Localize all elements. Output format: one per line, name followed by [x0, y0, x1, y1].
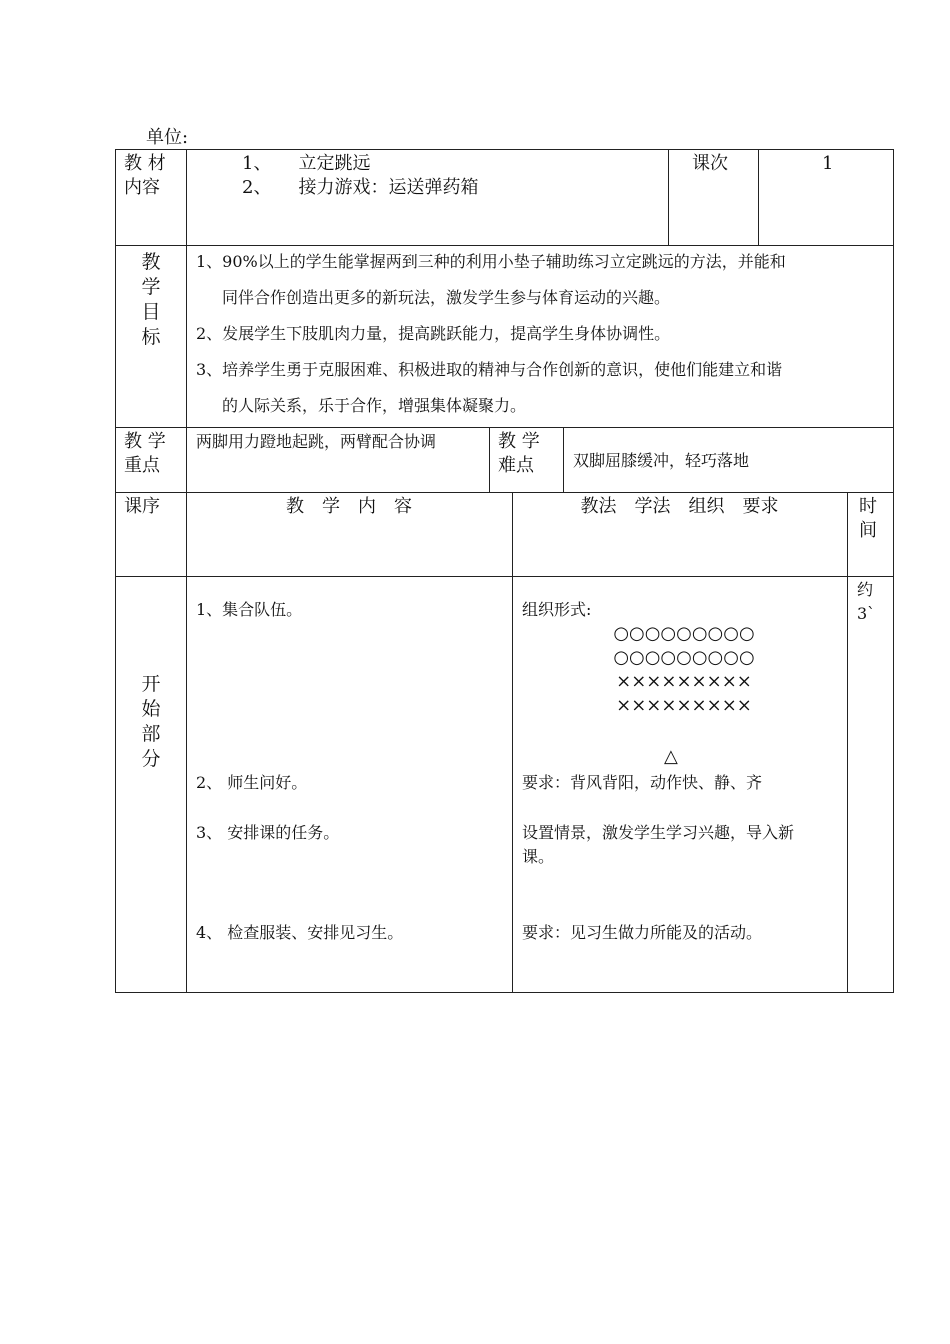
unit-label: 单位:	[146, 127, 189, 148]
grid-line	[489, 427, 490, 492]
grid-line	[186, 245, 187, 427]
grid-line	[186, 492, 187, 992]
goal-line: 3、培养学生勇于克服困难、积极进取的精神与合作创新的意识，使他们能建立和谐	[196, 360, 783, 379]
grid-line	[668, 149, 669, 245]
lesson-order-header: 课序	[124, 496, 160, 517]
requirement-2: 要求：见习生做力所能及的活动。	[522, 923, 763, 942]
teacher-position-mark: △	[664, 746, 678, 767]
lesson-number-value: 1	[822, 153, 834, 174]
organization-label: 组织形式:	[522, 600, 592, 619]
label-line: 时	[859, 496, 877, 517]
material-item-2: 2、 接力游戏：运送弹药箱	[242, 177, 479, 198]
label-line: 内容	[124, 177, 160, 198]
grid-line	[115, 992, 893, 993]
label-line: 教 学	[498, 431, 540, 452]
grid-line	[512, 492, 513, 992]
grid-line	[186, 427, 187, 492]
goal-line: 的人际关系，乐于合作，增强集体凝聚力。	[222, 396, 527, 415]
goal-line: 2、发展学生下肢肌肉力量，提高跳跃能力，提高学生身体协调性。	[196, 324, 671, 343]
teaching-content-header: 教 学 内 容	[286, 496, 412, 517]
time-value	[857, 578, 875, 626]
formation-row: ○○○○○○○○○	[613, 647, 755, 668]
grid-line	[115, 149, 116, 993]
grid-line	[563, 427, 564, 492]
goal-line: 1、90%以上的学生能掌握两到三种的利用小垫子辅助练习立定跳远的方法，并能和	[196, 252, 786, 271]
label-text: 教学目标	[141, 251, 161, 348]
label-line: 难点	[498, 455, 534, 476]
difficulty-label	[498, 430, 540, 478]
grid-line	[115, 492, 893, 493]
formation-row: ○○○○○○○○○	[613, 623, 755, 644]
grid-line	[115, 576, 893, 577]
requirement-1: 要求：背风背阳，动作快、静、齐	[522, 773, 763, 792]
teaching-goals	[196, 250, 888, 430]
material-item-1: 1、 立定跳远	[242, 153, 371, 174]
time-header	[859, 495, 877, 543]
opening-section-label	[139, 672, 163, 772]
label-line: 教 材	[124, 153, 166, 174]
teaching-material-label	[124, 152, 166, 200]
content-item: 2、 师生问好。	[196, 773, 308, 792]
grid-line	[115, 149, 893, 150]
grid-line	[115, 245, 893, 246]
label-line: 间	[859, 520, 877, 541]
content-item: 3、 安排课的任务。	[196, 823, 340, 842]
key-point-label	[124, 430, 166, 478]
key-point-content: 两脚用力蹬地起跳，两臂配合协调	[196, 432, 437, 451]
grid-line	[893, 149, 894, 993]
grid-line	[847, 492, 848, 992]
content-item: 4、 检查服装、安排见习生。	[196, 923, 404, 942]
label-text: 开始部分	[141, 673, 161, 770]
difficulty-content: 双脚屈膝缓冲，轻巧落地	[573, 451, 750, 470]
formation-row: ×××××××××	[616, 695, 752, 716]
goal-line: 同伴合作创造出更多的新玩法，激发学生参与体育运动的兴趣。	[222, 288, 671, 307]
lesson-number-label: 课次	[692, 153, 728, 174]
label-line: 教 学	[124, 431, 166, 452]
grid-line	[186, 149, 187, 245]
method-header: 教法 学法 组织 要求	[580, 496, 779, 517]
label-line: 约	[857, 580, 874, 599]
formation-row: ×××××××××	[616, 671, 752, 692]
grid-line	[758, 149, 759, 245]
scenario-text: 课。	[522, 847, 555, 866]
label-line: 3`	[857, 604, 876, 623]
teaching-goals-label	[139, 250, 163, 350]
label-line: 重点	[124, 455, 160, 476]
scenario-text: 设置情景，激发学生学习兴趣，导入新	[522, 823, 795, 842]
content-item: 1、集合队伍。	[196, 600, 303, 619]
